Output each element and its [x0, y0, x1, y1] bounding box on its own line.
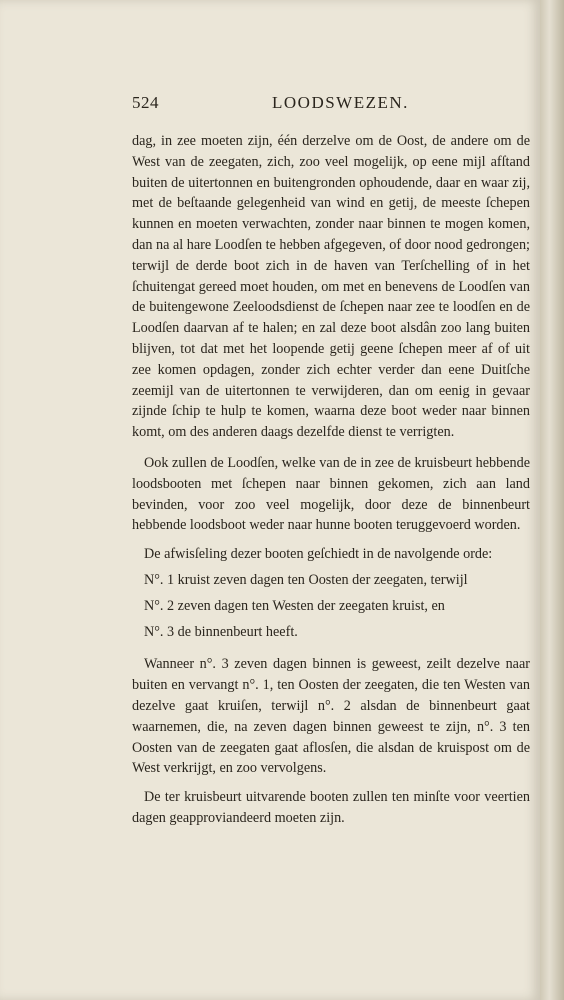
- list-item-3: N°. 3 de binnenbeurt heeft.: [144, 623, 298, 640]
- body-text: [132, 131, 530, 829]
- paragraph-5: De ter kruisbeurt uitvarende booten zullen ten minſte voor veertien dagen geapproviandeerd moeten zijn.: [132, 789, 530, 826]
- paragraph-2: Ook zullen de Loodſen, welke van de in zee de kruisbeurt hebbende loodsbooten met ſchepen naar binnen gekomen, zich aan land bevinden, voor zoo veel mogelijk, door deze de binnenbeurt hebbende loodsboot weder naar hunne booten teruggevoerd worden.: [132, 454, 530, 534]
- list-item-2: N°. 2 zeven dagen ten Westen der zeegaten kruist, en: [144, 597, 445, 614]
- paragraph-1: dag, in zee moeten zijn, één derzelve om de Oost, de andere om de West van de zeegaten, zich, zoo veel mogelijk, op eene mijl afſtand buiten de uitertonnen en buitengronden ophoudende, daar en waar zij, met de beſtaande gelegenheid van wind en getij, de meeste ſchepen kunnen en moeten verwachten, zonder naar binnen te mogen komen, dan na al hare Loodſen te hebben afgegeven, of door nood gedrongen; terwijl de derde boot zich in de haven van Terſchelling of in het ſchuitengat gereed moet houden, om met en benevens de Loodſen van de buitengewone Zeeloodsdienst de ſchepen naar zee te loodſen en de Loodſen daarvan af te halen; en zal deze boot alsdân zoo lang buiten blijven, tot dat met het loopende getij geene ſchepen meer af of uit zee komen opdagen, zonder zich echter verder dan eene Duitſche zeemijl van de uitertonnen te verwijderen, dan om eenig in gevaar zijnde ſchip te hulp te komen, waarna deze boot weder naar binnen komt, om des anderen daags dezelfde dienst te verrigten.: [132, 133, 530, 441]
- paragraph-4: Wanneer n°. 3 zeven dagen binnen is geweest, zeilt dezelve naar buiten en vervangt n°. 1, ten Oosten der zeegaten, die ten Westen van dezelve gaat kruiſen, terwijl n°. 2 alsdan de binnenbeurt gaat waarnemen, die, na zeven dagen binnen geweest te zijn, n°. 3 ten Oosten van de zeegaten gaat aflosſen, die alsdan de kruispost om de West verkrijgt, en zoo vervolgens.: [132, 656, 530, 777]
- page-number: 524: [132, 93, 159, 112]
- page-edge: [540, 0, 564, 1000]
- running-head: [132, 93, 530, 121]
- paragraph-3: De afwisſeling dezer booten geſchiedt in de navolgende orde:: [144, 546, 493, 563]
- list-item-1: N°. 1 kruist zeven dagen ten Oosten der zeegaten, terwijl: [144, 571, 468, 588]
- running-title: LOODSWEZEN.: [272, 93, 409, 112]
